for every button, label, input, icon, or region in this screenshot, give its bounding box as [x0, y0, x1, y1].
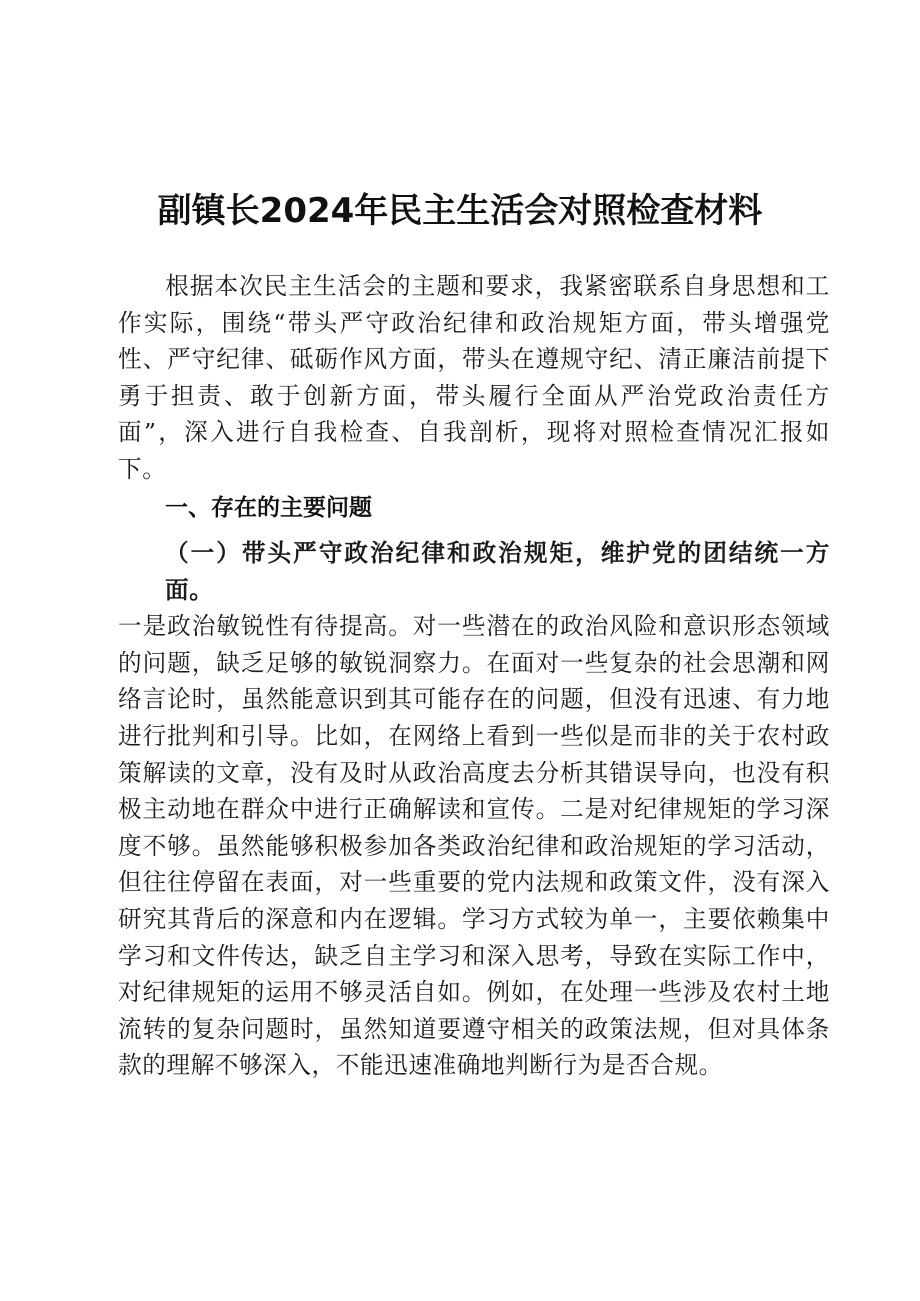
document-title: 副镇长2024年民主生活会对照检查材料 — [157, 190, 763, 231]
section-heading: 一、存在的主要问题 — [165, 495, 372, 521]
subsection-paragraph — [118, 535, 830, 1084]
subsection-heading: （一）带头严守政治纪律和政治规矩，维护党的团结统一方面。 — [165, 539, 830, 604]
intro-paragraph: 根据本次民主生活会的主题和要求，我紧密联系自身思想和工作实际，围绕“带头严守政治纪律和政治规矩方面，带头增强党性、严守纪律、砥砺作风方面，带头在遵规守纪、清正廉洁前提下勇于担责、敢于创新方面，带头履行全面从严治党政治责任方面”，深入进行自我检查、自我剖析，现将对照检查情况汇报如下。 — [118, 272, 830, 483]
subsection-body: 一是政治敏锐性有待提高。对一些潜在的政治风险和意识形态领域的问题，缺乏足够的敏锐洞察力。在面对一些复杂的社会思潮和网络言论时，虽然能意识到其可能存在的问题，但没有迅速、有力地进行批判和引导。比如，在网络上看到一些似是而非的关于农村政策解读的文章，没有及时从政治高度去分析其错误导向，也没有积极主动地在群众中进行正确解读和宣传。二是对纪律规矩的学习深度不够。虽然能够积极参加各类政治纪律和政治规矩的学习活动，但往往停留在表面，对一些重要的党内法规和政策文件，没有深入研究其背后的深意和内在逻辑。学习方式较为单一，主要依赖集中学习和文件传达，缺乏自主学习和深入思考，导致在实际工作中，对纪律规矩的运用不够灵活自如。例如，在处理一些涉及农村土地流转的复杂问题时，虽然知道要遵守相关的政策法规，但对具体条款的理解不够深入，不能迅速准确地判断行为是否合规。 — [118, 612, 830, 1080]
